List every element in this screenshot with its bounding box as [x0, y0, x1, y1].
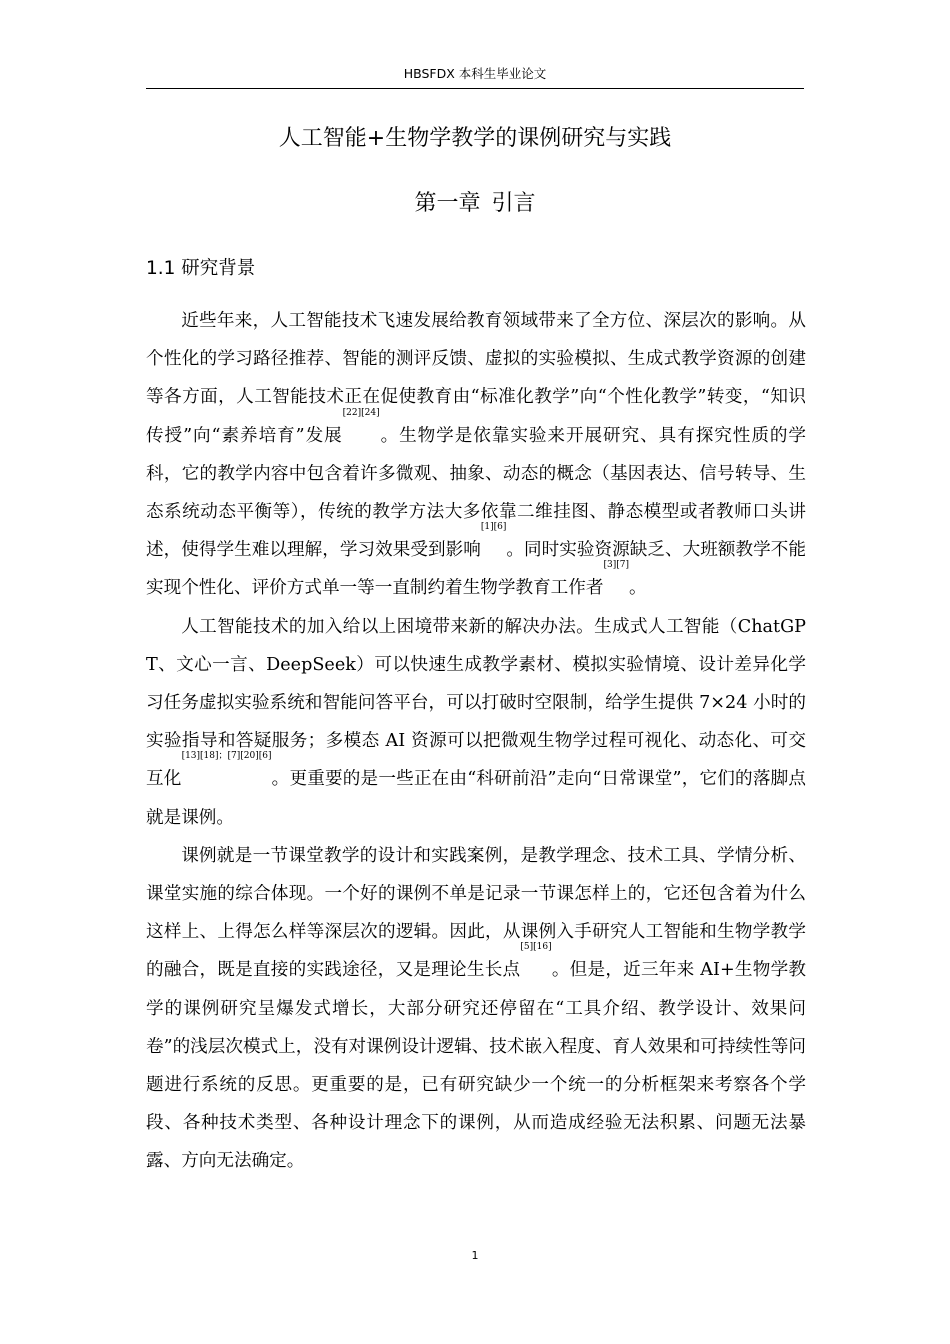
paragraph-1-text-3: 。同时实验资源缺乏、大班额教学不能实现个性化、评价方式单一等一直制约着生物学教育工作者: [146, 540, 806, 599]
section-heading: 1.1 研究背景: [146, 258, 256, 279]
paragraph-3-text-1: 课例就是一节课堂教学的设计和实践案例，是教学理念、技术工具、学情分析、课堂实施的综合体现。一个好的课例不单是记录一节课怎样上的，它还包含着为什么这样上、上得怎么样等深层次的逻辑。因此，从课例入手研究人工智能和生物学教学的融合，既是直接的实践途径，又是理论生长点: [146, 845, 806, 981]
running-header: HBSFDX 本科生毕业论文: [403, 66, 547, 81]
citation: [5][16]: [520, 942, 552, 953]
citation: [3][7]: [603, 560, 629, 571]
chapter-title: 第一章 引言: [414, 191, 536, 216]
body-text: [146, 302, 806, 1181]
paragraph-1: [146, 302, 806, 608]
paragraph-1-text-2: 。生物学是依靠实验来开展研究、具有探究性质的学科，它的教学内容中包含着许多微观、抽象、动态的概念（基因表达、信号转导、生态系统动态平衡等），传统的教学方法大多依靠二维挂图、静态模型或者教师口头讲述，使得学生难以理解，学习效果受到影响: [146, 425, 807, 561]
page-number: 1: [471, 1249, 479, 1262]
paragraph-2: [146, 608, 806, 837]
paper-title: 人工智能+生物学教学的课例研究与实践: [278, 126, 672, 151]
citation: [22][24]: [342, 407, 380, 418]
header-rule: [146, 88, 804, 89]
citation: [1][6]: [480, 522, 507, 533]
citation: [13][18]；[7][20][6]: [181, 751, 272, 762]
paragraph-1-text-4: 。: [628, 578, 647, 599]
paragraph-3-text-2: 。但是，近三年来 AI+生物学教学的课例研究呈爆发式增长，大部分研究还停留在“工具介绍、教学设计、效果问卷”的浅层次模式上，没有对课例设计逻辑、技术嵌入程度、育人效果和可持续性等问题进行系统的反思。更重要的是，已有研究缺少一个统一的分析框架来考察各个学段、各种技术类型、各种设计理念下的课例，从而造成经验无法积累、问题无法暴露、方向无法确定。: [146, 960, 806, 1172]
paragraph-2-text-1: 人工智能技术的加入给以上困境带来新的解决办法。生成式人工智能（ChatGPT、文心一言、DeepSeek）可以快速生成教学素材、模拟实验情境、设计差异化学习任务虚拟实验系统和智能问答平台，可以打破时空限制，给学生提供 7×24 小时的实验指导和答疑服务；多模态 AI 资源可以把微观生物学过程可视化、动态化、可交互化: [146, 616, 806, 790]
paragraph-2-text-2: 。更重要的是一些正在由“科研前沿”走向“日常课堂”，它们的落脚点就是课例。: [146, 769, 806, 828]
paragraph-3: [146, 837, 806, 1181]
paragraph-1-text-1: 近些年来，人工智能技术飞速发展给教育领域带来了全方位、深层次的影响。从个性化的学习路径推荐、智能的测评反馈、虚拟的实验模拟、生成式教学资源的创建等各方面，人工智能技术正在促使教育由“标准化教学”向“个性化教学”转变，“知识传授”向“素养培育”发展: [146, 311, 806, 446]
